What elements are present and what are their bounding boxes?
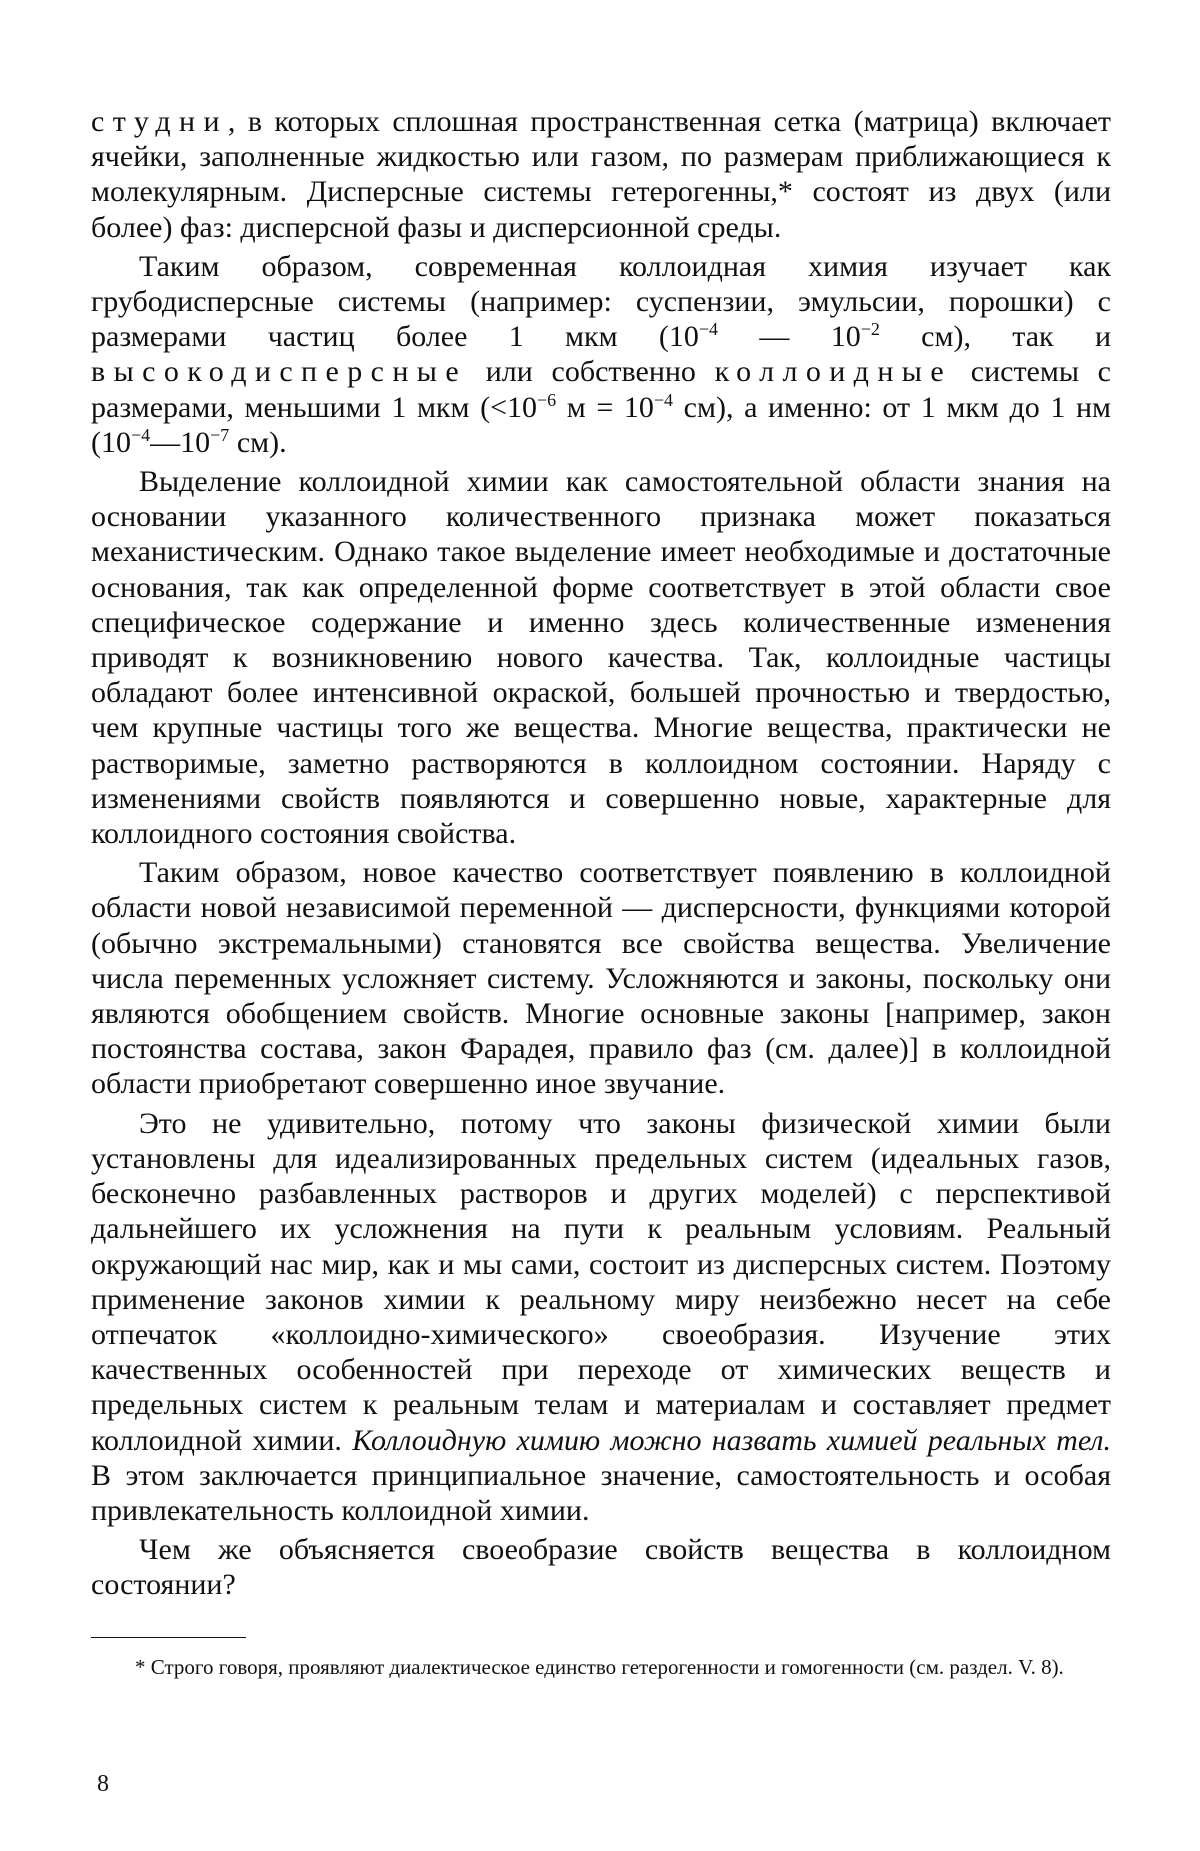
footnote: * Строго говоря, проявляют диалектическое единство гетерогенности и гомогенности (см. раздел. V. 8). [135, 1654, 1064, 1679]
paragraph-5: Это не удивительно, потому что законы физической химии были установлены для идеализированных предельных систем (идеальных газов, бесконечно разбавленных растворов и других моделей) с перспективой дальнейшего их усложнения на пути к реальным условиям. Реальный окружающий нас мир, как и мы сами, состоит из дисперсных систем. Поэтому применение законов химии к реальному миру неизбежно несет на себе отпечаток «коллоидно-химического» своеобразия. Изучение этих качественных особенностей при переходе от химических веществ и предельных систем к реальным телам и материалам и составляет предмет коллоидной химии. Коллоидную химию можно назвать химией реальных тел. В этом заключается принципиальное значение, самостоятельность и особая привлекательность коллоидной химии. [91, 1106, 1111, 1527]
paragraph-6: Чем же объясняется своеобразие свойств вещества в коллоидном состоянии? [91, 1533, 1111, 1602]
paragraph-3: Выделение коллоидной химии как самостоятельной области знания на основании указанного количественного признака может показаться механистическим. Однако такое выделение имеет необходимые и достаточные основания, так как определенной форме соответствует в этой области свое специфическое содержание и именно здесь количественные изменения приводят к возникновению нового качества. Так, коллоидные частицы обладают более интенсивной окраской, большей прочностью и твердостью, чем крупные частицы того же вещества. Многие вещества, практически не растворимые, заметно растворяются в коллоидном состоянии. Наряду с изменениями свойств появляются и совершенно новые, характерные для коллоидного состояния свойства. [91, 465, 1111, 851]
page-body [91, 104, 1111, 1680]
paragraph-1: студни, в которых сплошная пространственная сетка (матрица) включает ячейки, заполненные жидкостью или газом, по размерам приближающиеся к молекулярным. Дисперсные системы гетерогенны,* состоят из двух (или более) фаз: дисперсной фазы и дисперсионной среды. [91, 105, 1111, 244]
paragraph-2: Таким образом, современная коллоидная химия изучает как грубодисперсные системы (например: суспензии, эмульсии, порошки) с размерами частиц более 1 мкм ($10^{-4}$ — $10^{-2}$ см), так и высокодисперсные или собственно коллоидные системы с размерами, меньшими 1 мкм ($<10^{-6}$ $м = 10^{-4}$ см), а именно: от 1 мкм до 1 нм ($10^{-4}—10^{-7}$ см). [91, 249, 1112, 459]
page-number: 8 [97, 1771, 109, 1797]
italic-definition: Коллоидную химию можно назвать химией реальных тел. [352, 1423, 1111, 1457]
footnote-divider [91, 1637, 246, 1638]
paragraph-4: Таким образом, новое качество соответствует появлению в коллоидной области новой независимой переменной — дисперсности, функциями которой (обычно экстремальными) становятся все свойства вещества. Увеличение числа переменных усложняет систему. Усложняются и законы, поскольку они являются обобщением свойств. Многие основные законы [например, закон постоянства состава, закон Фарадея, правило фаз (см. далее)] в коллоидной области приобретают совершенно иное звучание. [91, 856, 1111, 1101]
term-studni: студни [91, 105, 228, 138]
term-highly-dispersed: высокодисперсные [91, 355, 468, 389]
term-colloidal: коллоидные [714, 355, 953, 389]
